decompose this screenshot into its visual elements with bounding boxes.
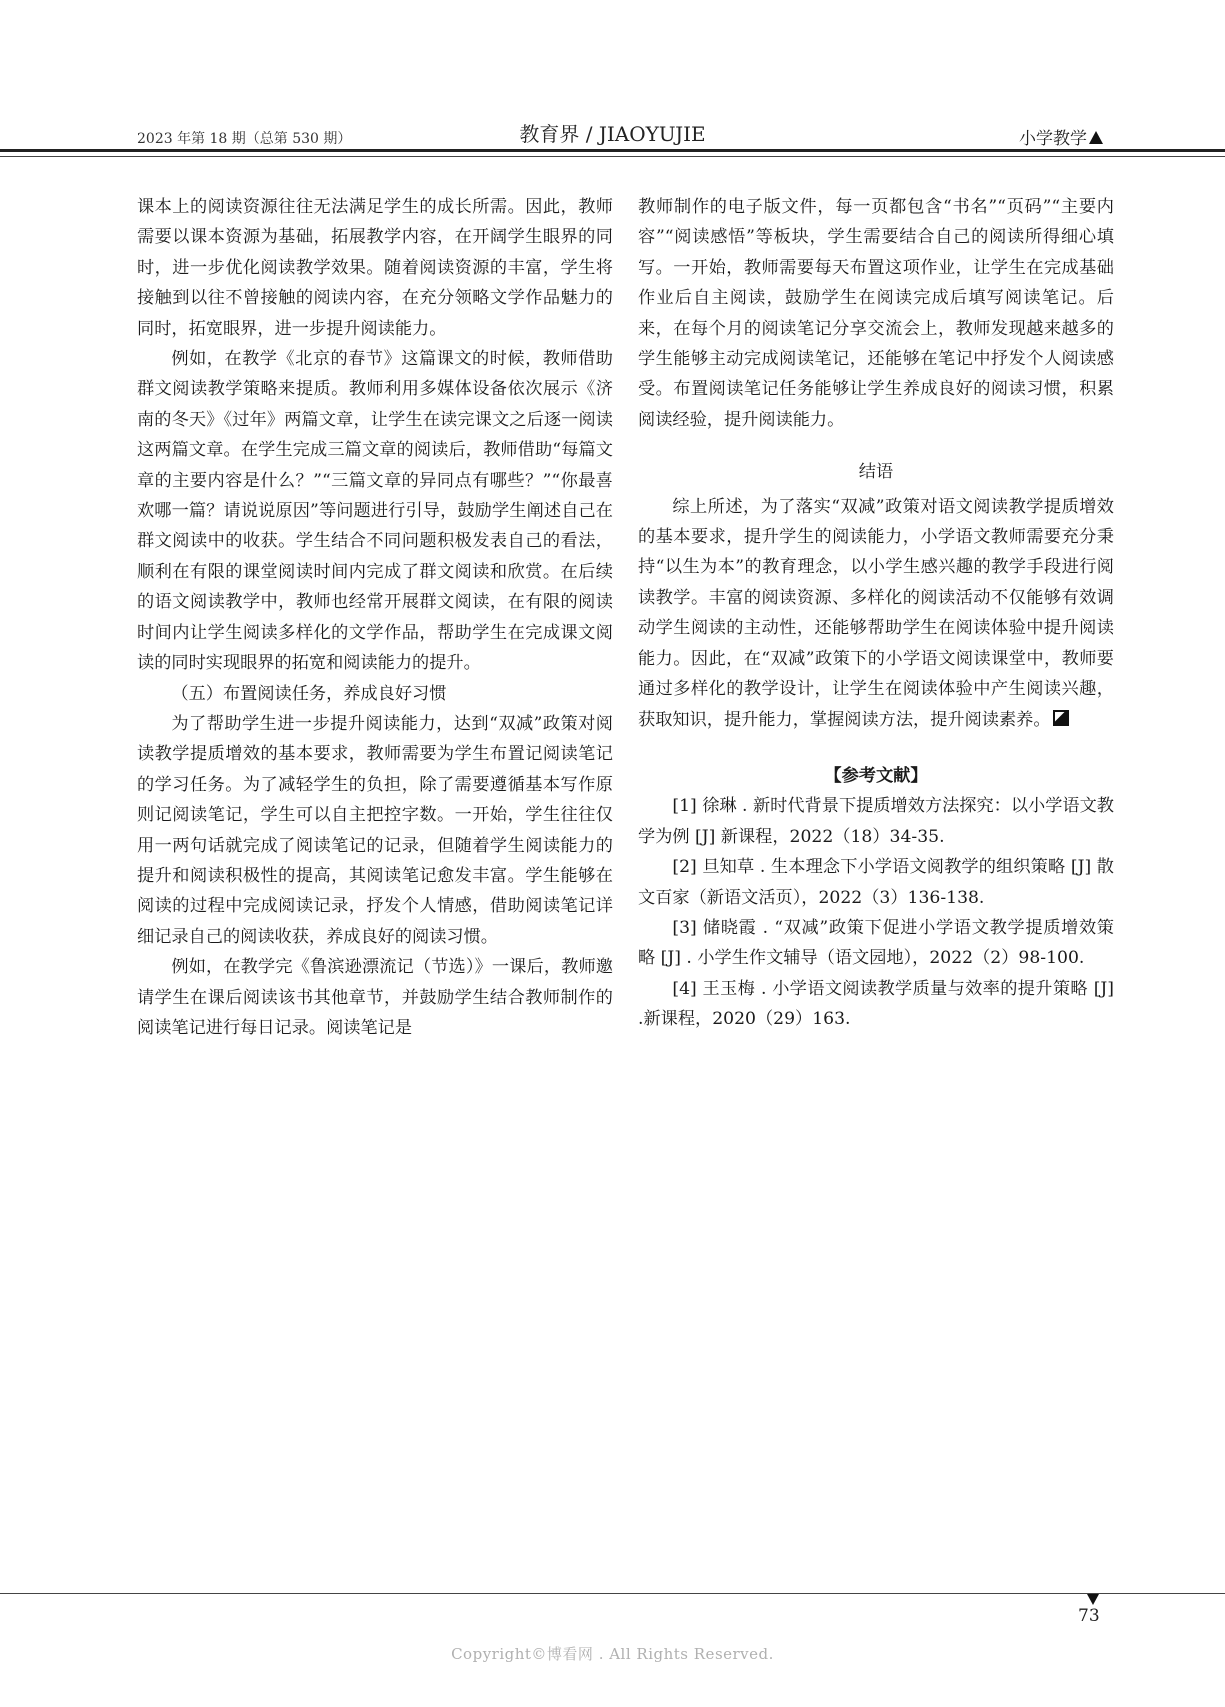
triangle-down-icon xyxy=(1087,1594,1099,1605)
header-rule-thick xyxy=(0,149,1225,152)
footer-rule xyxy=(0,1593,1225,1594)
reference-item: [4] 王玉梅 . 小学语文阅读教学质量与效率的提升策略 [J] .新课程，2020（29）163. xyxy=(638,978,1114,1030)
paragraph xyxy=(638,492,1114,735)
subheading: （五）布置阅读任务，养成良好习惯 xyxy=(171,683,447,704)
conclusion-heading: 结语 xyxy=(858,462,894,483)
end-mark-icon xyxy=(1053,710,1069,726)
reference-item: [3] 储晓霞 . “双减”政策下促进小学语文教学提质增效策略 [J] . 小学生作文辅导（语文园地），2022（2）98-100. xyxy=(638,917,1114,969)
references-heading: 【参考文献】 xyxy=(824,765,928,786)
page-header xyxy=(0,0,1225,160)
copyright-notice: Copyright©博看网 . All Rights Reserved. xyxy=(451,1645,774,1663)
paragraph: 教师制作的电子版文件，每一页都包含“书名”“页码”“主要内容”“阅读感悟”等板块，学生需要结合自己的阅读所得细心填写。一开始，教师需要每天布置这项作业，让学生在完成基础作业后自主阅读，鼓励学生在阅读完成后填写阅读笔记。后来，在每个月的阅读笔记分享交流会上，教师发现越来越多的学生能够主动完成阅读笔记，还能够在笔记中抒发个人阅读感受。布置阅读笔记任务能够让学生养成良好的阅读习惯，积累阅读经验，提升阅读能力。 xyxy=(638,197,1114,430)
right-column xyxy=(638,192,1114,1035)
reference-item: [1] 徐琳 . 新时代背景下提质增效方法探究：以小学语文教学为例 [J] 新课程，2022（18）34-35. xyxy=(638,796,1114,847)
issue-info: 2023 年第 18 期（总第 530 期） xyxy=(137,131,352,147)
section-label xyxy=(1019,124,1103,149)
paragraph: 课本上的阅读资源往往无法满足学生的成长所需。因此，教师需要以课本资源为基础，拓展教学内容，在开阔学生眼界的同时，进一步优化阅读教学效果。随着阅读资源的丰富，学生将接触到以往不曾接触的阅读内容，在充分领略文学作品魅力的同时，拓宽眼界，进一步提升阅读能力。 xyxy=(137,197,613,339)
header-rule-thin xyxy=(0,156,1225,157)
journal-title: 教育界 / JIAOYUJIE xyxy=(519,122,706,146)
paragraph: 为了帮助学生进一步提升阅读能力，达到“双减”政策对阅读教学提质增效的基本要求，教师需要为学生布置记阅读笔记的学习任务。为了减轻学生的负担，除了需要遵循基本写作原则记阅读笔记，学生可以自主把控字数。一开始，学生往往仅用一两句话就完成了阅读笔记的记录，但随着学生阅读能力的提升和阅读积极性的提高，其阅读笔记愈发丰富。学生能够在阅读的过程中完成阅读记录，抒发个人情感，借助阅读笔记详细记录自己的阅读收获，养成良好的阅读习惯。 xyxy=(137,713,613,947)
page-number: 73 xyxy=(1078,1606,1100,1626)
reference-item: [2] 旦知草 . 生本理念下小学语文阅教学的组织策略 [J] 散文百家（新语文活页），2022（3）136-138. xyxy=(638,857,1114,908)
conclusion-text: 综上所述，为了落实“双减”政策对语文阅读教学提质增效的基本要求，提升学生的阅读能力，小学语文教师需要充分秉持“以生为本”的教育理念，以小学生感兴趣的教学手段进行阅读教学。丰富的阅读资源、多样化的阅读活动不仅能够有效调动学生阅读的主动性，还能够帮助学生在阅读体验中提升阅读能力。因此，在“双减”政策下的小学语文阅读课堂中，教师要通过多样化的教学设计，让学生在阅读体验中产生阅读兴趣，获取知识，提升能力，掌握阅读方法，提升阅读素养。 xyxy=(638,496,1114,730)
triangle-up-icon xyxy=(1089,131,1103,144)
left-column xyxy=(137,192,613,1043)
paragraph: 例如，在教学《北京的春节》这篇课文的时候，教师借助群文阅读教学策略来提质。教师利用多媒体设备依次展示《济南的冬天》《过年》两篇文章，让学生在读完课文之后逐一阅读这两篇文章。在学生完成三篇文章的阅读后，教师借助“每篇文章的主要内容是什么？”“三篇文章的异同点有哪些？”“你最喜欢哪一篇？请说说原因”等问题进行引导，鼓励学生阐述自己在群文阅读中的收获。学生结合不同问题积极发表自己的看法，顺利在有限的课堂阅读时间内完成了群文阅读和欣赏。在后续的语文阅读教学中，教师也经常开展群文阅读，在有限的阅读时间内让学生阅读多样化的文学作品，帮助学生在完成课文阅读的同时实现眼界的拓宽和阅读能力的提升。 xyxy=(137,349,613,674)
section-label-text: 小学教学 xyxy=(1019,129,1087,149)
paragraph: 例如，在教学完《鲁滨逊漂流记（节选）》一课后，教师邀请学生在课后阅读该书其他章节，并鼓励学生结合教师制作的阅读笔记进行每日记录。阅读笔记是 xyxy=(137,957,613,1038)
